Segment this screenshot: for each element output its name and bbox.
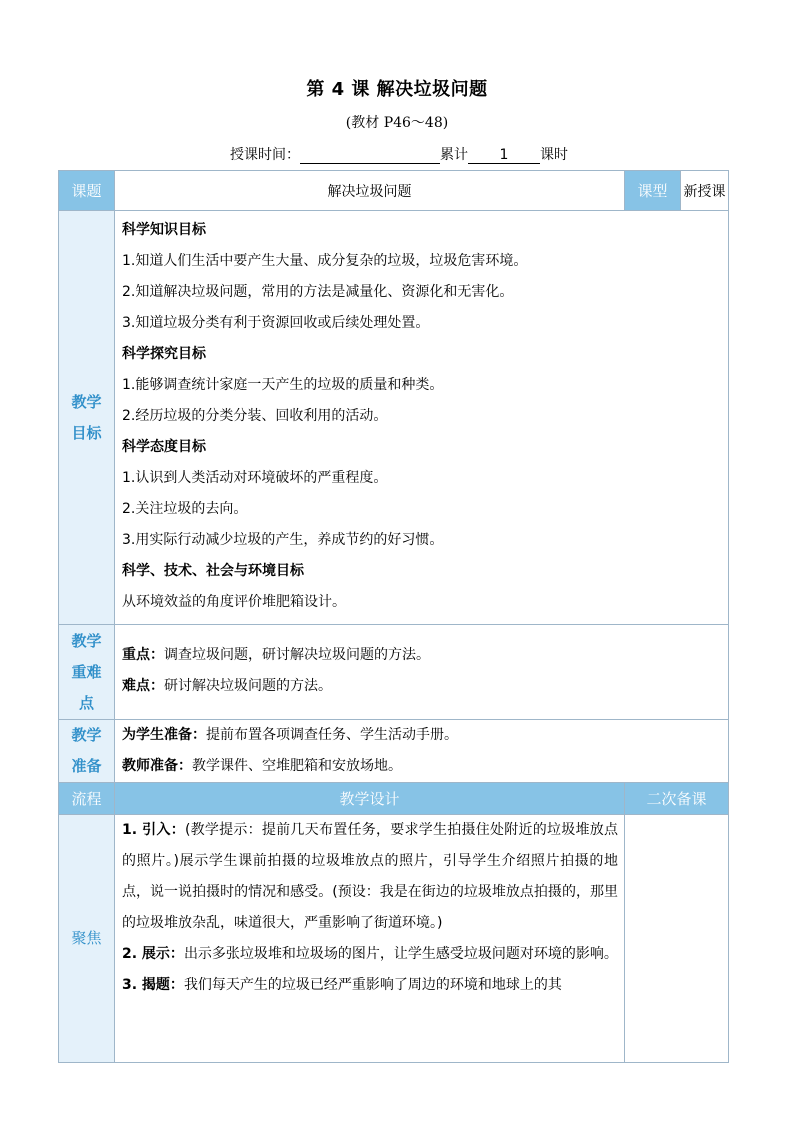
focus-list xyxy=(122,815,618,1001)
key-point: 重点：调查垃圾问题，研讨解决垃圾问题的方法。 xyxy=(122,647,430,663)
focus-item-text: 出示多张垃圾堆和垃圾场的图片，让学生感受垃圾问题对环境的影响。 xyxy=(183,946,618,962)
goal-heading: 科学态度目标 xyxy=(122,439,206,455)
focus-item-text: 我们每天产生的垃圾已经严重影响了周边的环境和地球上的其 xyxy=(183,977,562,993)
goal-item: 2.经历垃圾的分类分装、回收利用的活动。 xyxy=(122,408,388,424)
key-points-row xyxy=(59,625,729,720)
focus-item xyxy=(122,970,618,1001)
goal-heading: 科学知识目标 xyxy=(122,222,206,238)
second-prep-header: 二次备课 xyxy=(625,783,729,815)
goal-item: 1.认识到人类活动对环境破坏的严重程度。 xyxy=(122,470,388,486)
hours-label: 课时 xyxy=(540,147,568,163)
goal-item: 3.用实际行动减少垃圾的产生，养成节约的好习惯。 xyxy=(122,532,444,548)
preparation-side-label: 教学 准备 xyxy=(59,720,115,783)
goals-content xyxy=(115,211,729,625)
lesson-plan-table xyxy=(58,170,729,1063)
type-label: 课型 xyxy=(625,171,681,211)
textbook-pages: (教材 P46～48) xyxy=(345,115,449,131)
goal-heading: 科学探究目标 xyxy=(122,346,206,362)
goal-item: 2.关注垃圾的去向。 xyxy=(122,501,248,517)
topic-row xyxy=(59,171,729,211)
focus-item-text: (教学提示：提前几天布置任务，要求学生拍摄住处附近的垃圾堆放点的照片。)展示学生课前拍摄的垃圾堆放点的照片，引导学生介绍照片拍摄的地点，说一说拍摄时的情况和感受。(预设：我是在街边的垃圾堆放点拍摄的，那里的垃圾堆放杂乱，味道很大，严重影响了街道环境。) xyxy=(122,822,618,931)
goal-heading: 科学、技术、社会与环境目标 xyxy=(122,563,304,579)
goals-list xyxy=(122,215,722,618)
goal-item: 2.知道解决垃圾问题，常用的方法是减量化、资源化和无害化。 xyxy=(122,284,514,300)
difficult-point: 难点：研讨解决垃圾问题的方法。 xyxy=(122,678,332,694)
process-header-row xyxy=(59,783,729,815)
focus-row xyxy=(59,815,729,1063)
time-label: 授课时间： xyxy=(230,147,300,163)
focus-side-label: 聚焦 xyxy=(59,815,115,1063)
topic-value: 解决垃圾问题 xyxy=(115,171,625,211)
goal-item: 1.知道人们生活中要产生大量、成分复杂的垃圾，垃圾危害环境。 xyxy=(122,253,528,269)
cumulative-label: 累计 xyxy=(440,147,468,163)
key-points-side-label: 教学 重难 点 xyxy=(59,625,115,720)
focus-item xyxy=(122,939,618,970)
design-header: 教学设计 xyxy=(115,783,625,815)
focus-item-label: 2. 展示： xyxy=(122,946,184,962)
cumulative-value[interactable]: 1 xyxy=(468,147,540,164)
focus-item-label: 3. 揭题： xyxy=(122,977,184,993)
goal-item: 3.知道垃圾分类有利于资源回收或后续处理处置。 xyxy=(122,315,430,331)
goal-item: 从环境效益的角度评价堆肥箱设计。 xyxy=(122,594,346,610)
preparation-content xyxy=(115,720,729,783)
teacher-preparation: 教师准备：教学课件、空堆肥箱和安放场地。 xyxy=(122,758,402,774)
page-title: 第 4 课 解决垃圾问题 xyxy=(306,79,488,100)
focus-item-label: 1. 引入： xyxy=(122,822,185,838)
goal-item: 1.能够调查统计家庭一天产生的垃圾的质量和种类。 xyxy=(122,377,444,393)
second-prep-cell[interactable] xyxy=(625,815,729,1063)
topic-label: 课题 xyxy=(59,171,115,211)
preparation-row xyxy=(59,720,729,783)
key-points-content xyxy=(115,625,729,720)
flow-header: 流程 xyxy=(59,783,115,815)
type-value: 新授课 xyxy=(681,171,729,211)
focus-item xyxy=(122,815,618,939)
goals-side-label: 教学 目标 xyxy=(59,211,115,625)
goals-row xyxy=(59,211,729,625)
lesson-time-line xyxy=(230,144,568,164)
time-blank[interactable] xyxy=(300,147,440,164)
focus-content xyxy=(115,815,625,1063)
student-preparation: 为学生准备：提前布置各项调查任务、学生活动手册。 xyxy=(122,727,458,743)
